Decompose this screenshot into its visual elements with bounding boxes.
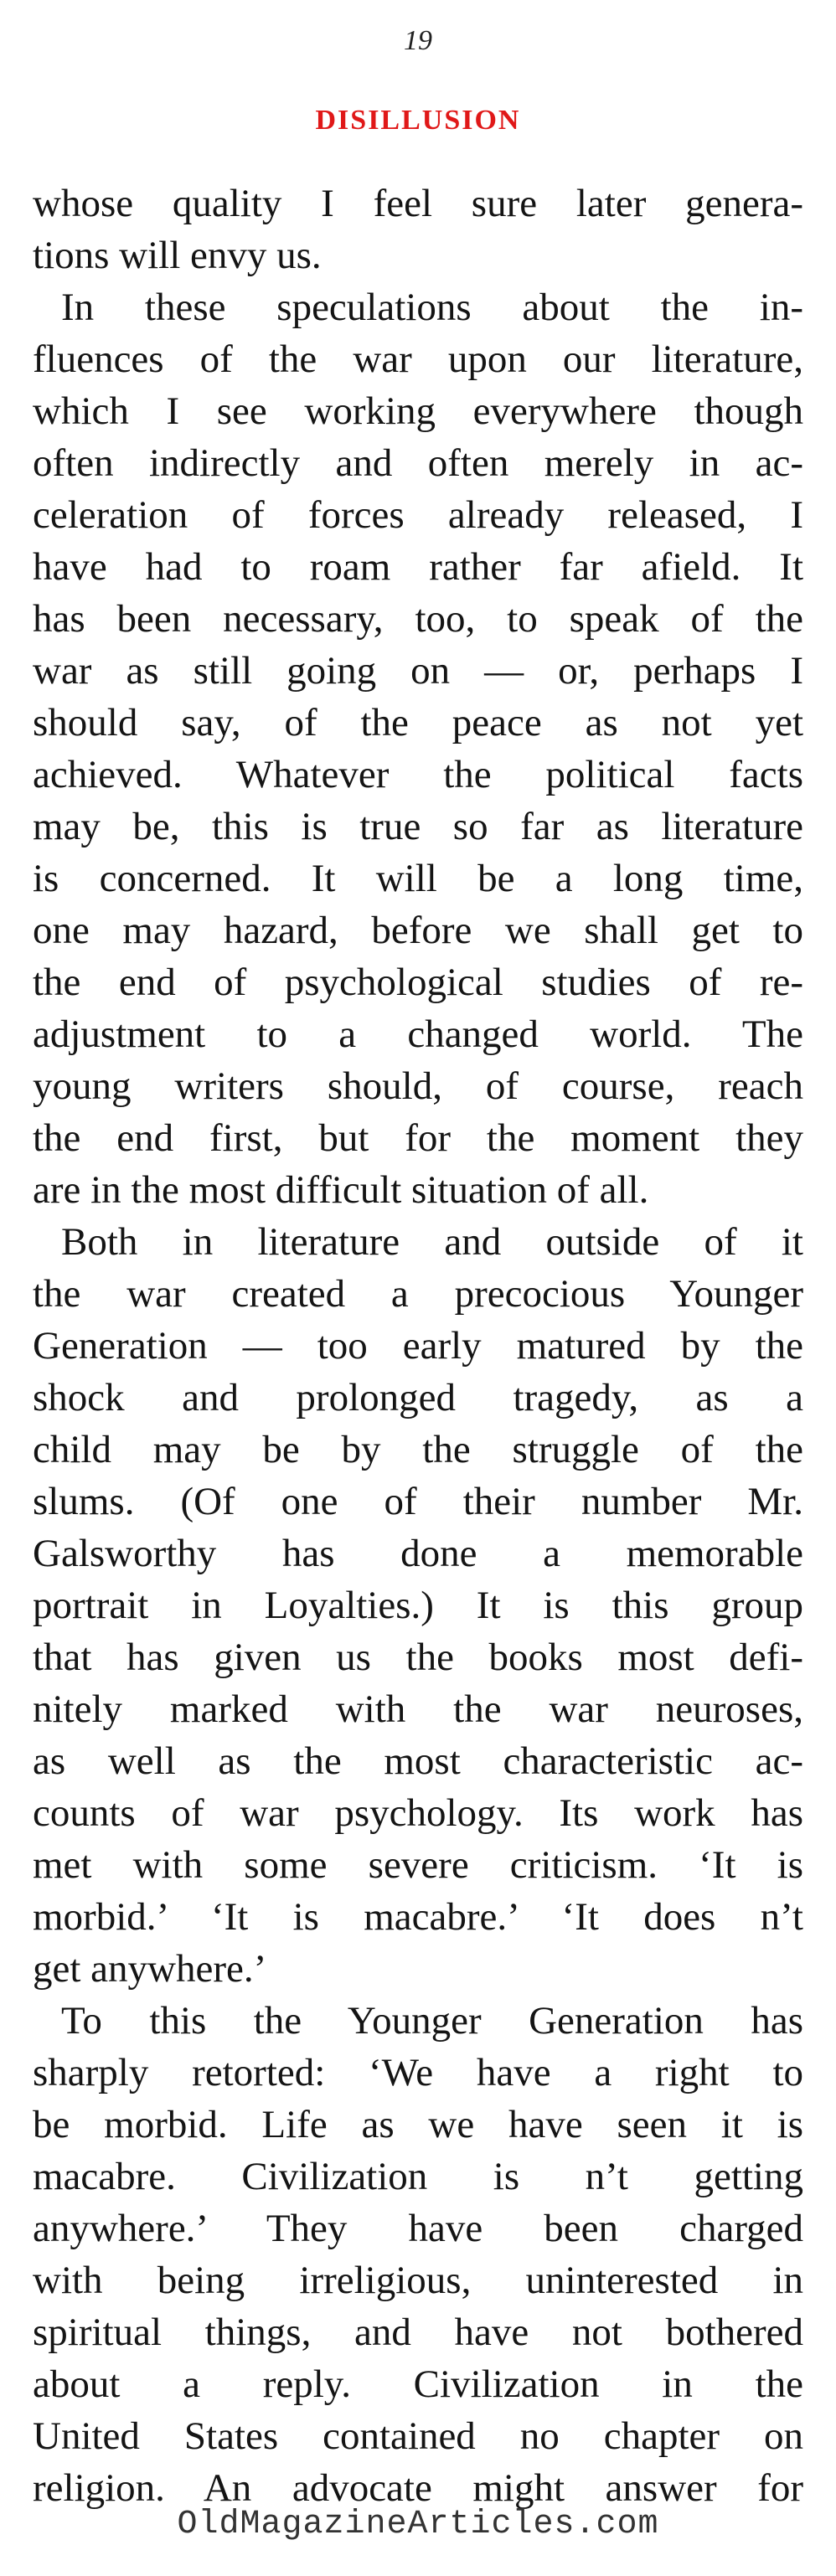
paragraph-first-line: To this the Younger Generation has [61, 1999, 803, 2043]
text-line: be morbid. Life as we have seen it is [33, 2103, 803, 2146]
text-line: slums. (Of one of their number Mr. [33, 1480, 803, 1523]
text-line: child may be by the struggle of the [33, 1428, 803, 1471]
text-line: have had to roam rather far afield. It [33, 545, 803, 589]
text-line: may be, this is true so far as literature [33, 805, 803, 848]
text-line: has been necessary, too, to speak of the [33, 597, 803, 641]
text-line: is concerned. It will be a long time, [33, 857, 803, 900]
paragraph-first-line: In these speculations about the in- [61, 286, 803, 329]
text-line: should say, of the peace as not yet [33, 701, 803, 744]
text-line: tions will envy us. [33, 234, 322, 277]
paragraph-first-line: Both in literature and outside of it [61, 1220, 803, 1264]
text-line: spiritual things, and have not bothered [33, 2311, 803, 2354]
text-line: counts of war psychology. Its work has [33, 1791, 803, 1835]
text-line: anywhere.’ They have been charged [33, 2207, 803, 2250]
text-line: the war created a precocious Younger [33, 1272, 803, 1316]
text-line: the end first, but for the moment they [33, 1116, 803, 1160]
text-line: get anywhere.’ [33, 1947, 267, 1991]
text-line: with being irreligious, uninterested in [33, 2259, 803, 2302]
text-line: as well as the most characteristic ac- [33, 1739, 803, 1783]
text-line: often indirectly and often merely in ac- [33, 441, 803, 485]
text-line: macabre. Civilization is n’t getting [33, 2155, 803, 2198]
text-line: are in the most difficult situation of all. [33, 1168, 649, 1212]
text-line: met with some severe criticism. ‘It is [33, 1843, 803, 1887]
text-line: about a reply. Civilization in the [33, 2362, 803, 2406]
text-line: Galsworthy has done a memorable [33, 1532, 803, 1575]
section-title: DISILLUSION [315, 105, 521, 136]
text-line: morbid.’ ‘It is macabre.’ ‘It does n’t [33, 1895, 803, 1939]
article-body [33, 178, 803, 2514]
text-line: which I see working everywhere though [33, 389, 803, 433]
text-line: United States contained no chapter on [33, 2414, 803, 2458]
text-line: sharply retorted: ‘We have a right to [33, 2051, 803, 2094]
text-line: achieved. Whatever the political facts [33, 753, 803, 796]
text-line: war as still going on — or, perhaps I [33, 649, 803, 693]
text-line: fluences of the war upon our literature, [33, 337, 803, 381]
text-line: whose quality I feel sure later genera- [33, 182, 803, 225]
text-line: Generation — too early matured by the [33, 1324, 803, 1368]
text-line: adjustment to a changed world. The [33, 1012, 803, 1056]
text-line: celeration of forces already released, I [33, 493, 803, 537]
page-number: 19 [404, 25, 432, 56]
text-line: shock and prolonged tragedy, as a [33, 1376, 803, 1419]
site-watermark: OldMagazineArticles.com [177, 2506, 659, 2543]
text-line: one may hazard, before we shall get to [33, 909, 803, 952]
text-line: portrait in Loyalties.) It is this group [33, 1584, 803, 1627]
text-line: the end of psychological studies of re- [33, 961, 803, 1004]
text-line: nitely marked with the war neuroses, [33, 1687, 803, 1731]
text-line: that has given us the books most defi- [33, 1636, 803, 1679]
text-line: religion. An advocate might answer for [33, 2466, 803, 2510]
text-line: young writers should, of course, reach [33, 1064, 803, 1108]
